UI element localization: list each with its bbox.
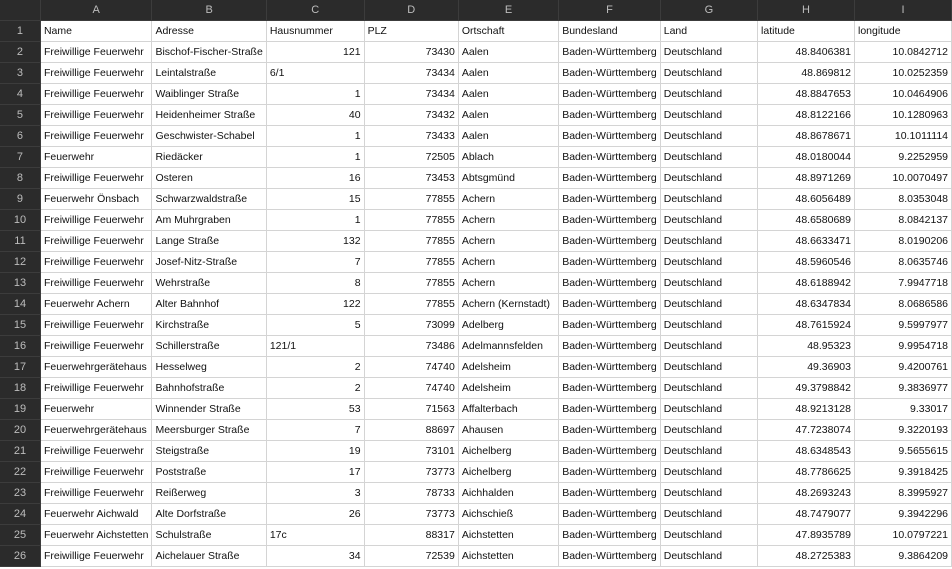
cell[interactable]: Abtsgmünd (458, 168, 558, 189)
cell[interactable]: Deutschland (660, 42, 757, 63)
cell[interactable]: 48.7786625 (758, 462, 855, 483)
cell[interactable]: Geschwister-Schabel (152, 126, 266, 147)
cell[interactable]: Heidenheimer Straße (152, 105, 266, 126)
column-header-b[interactable]: B (152, 0, 266, 21)
row-header[interactable]: 9 (0, 189, 40, 210)
row-header[interactable]: 21 (0, 441, 40, 462)
cell[interactable]: 53 (266, 399, 364, 420)
cell[interactable]: Deutschland (660, 441, 757, 462)
table-row (0, 105, 952, 126)
cell[interactable]: 73434 (364, 84, 458, 105)
cell[interactable]: 9.5997977 (854, 315, 951, 336)
cell[interactable]: 10.1280963 (854, 105, 951, 126)
cell[interactable]: Deutschland (660, 462, 757, 483)
cell[interactable]: 73773 (364, 504, 458, 525)
table-row (0, 252, 952, 273)
cell[interactable]: 2 (266, 357, 364, 378)
cell[interactable]: 47.8935789 (758, 525, 855, 546)
cell[interactable]: 49.36903 (758, 357, 855, 378)
cell[interactable]: Baden-Württemberg (559, 147, 661, 168)
table-row (0, 147, 952, 168)
cell[interactable]: Baden-Württemberg (559, 63, 661, 84)
table-row (0, 504, 952, 525)
cell[interactable]: 10.0252359 (854, 63, 951, 84)
cell[interactable]: Bahnhofstraße (152, 378, 266, 399)
row-header[interactable]: 11 (0, 231, 40, 252)
cell[interactable]: Baden-Württemberg (559, 42, 661, 63)
row-header[interactable]: 5 (0, 105, 40, 126)
table-row (0, 462, 952, 483)
cell[interactable]: 7 (266, 252, 364, 273)
cell[interactable]: 9.4200761 (854, 357, 951, 378)
cell[interactable]: Adelsheim (458, 357, 558, 378)
cell[interactable]: 1 (266, 210, 364, 231)
cell[interactable]: 48.8406381 (758, 42, 855, 63)
cell[interactable]: 121/1 (266, 336, 364, 357)
cell[interactable]: Baden-Württemberg (559, 231, 661, 252)
cell[interactable]: Freiwillige Feuerwehr (40, 210, 151, 231)
cell[interactable]: Feuerwehr (40, 399, 151, 420)
cell[interactable]: Freiwillige Feuerwehr (40, 483, 151, 504)
cell[interactable]: 48.6633471 (758, 231, 855, 252)
cell[interactable]: Feuerwehr Aichwald (40, 504, 151, 525)
cell[interactable]: 1 (266, 126, 364, 147)
cell[interactable]: 9.5655615 (854, 441, 951, 462)
row-header[interactable]: 20 (0, 420, 40, 441)
cell[interactable]: Alte Dorfstraße (152, 504, 266, 525)
cell[interactable]: 48.6580689 (758, 210, 855, 231)
table-row (0, 294, 952, 315)
cell[interactable]: 77855 (364, 231, 458, 252)
cell[interactable]: 121 (266, 42, 364, 63)
column-header-g[interactable]: G (660, 0, 757, 21)
cell[interactable]: 8.0353048 (854, 189, 951, 210)
cell[interactable]: 26 (266, 504, 364, 525)
cell[interactable]: Freiwillige Feuerwehr (40, 441, 151, 462)
cell[interactable]: 48.8971269 (758, 168, 855, 189)
cell[interactable]: Adelsheim (458, 378, 558, 399)
cell[interactable]: 73101 (364, 441, 458, 462)
row-header[interactable]: 13 (0, 273, 40, 294)
cell[interactable]: Aichhalden (458, 483, 558, 504)
cell[interactable]: Freiwillige Feuerwehr (40, 231, 151, 252)
cell[interactable]: Aalen (458, 126, 558, 147)
cell[interactable]: Aalen (458, 84, 558, 105)
column-header-a[interactable]: A (40, 0, 151, 21)
cell[interactable]: 77855 (364, 189, 458, 210)
cell[interactable]: Freiwillige Feuerwehr (40, 168, 151, 189)
cell[interactable]: Deutschland (660, 168, 757, 189)
cell[interactable]: 132 (266, 231, 364, 252)
cell[interactable]: 77855 (364, 252, 458, 273)
cell[interactable]: 15 (266, 189, 364, 210)
column-header-row (0, 0, 952, 21)
row-header[interactable]: 16 (0, 336, 40, 357)
cell[interactable]: Deutschland (660, 126, 757, 147)
cell[interactable]: Adelmannsfelden (458, 336, 558, 357)
cell[interactable]: 48.95323 (758, 336, 855, 357)
cell[interactable]: 1 (266, 84, 364, 105)
cell[interactable]: Aichelauer Straße (152, 546, 266, 567)
cell[interactable]: Deutschland (660, 315, 757, 336)
cell[interactable]: 48.6056489 (758, 189, 855, 210)
cell[interactable]: Achern (458, 231, 558, 252)
cell[interactable]: 8.0842137 (854, 210, 951, 231)
cell[interactable]: 48.8122166 (758, 105, 855, 126)
cell[interactable]: Hausnummer (266, 21, 364, 42)
cell[interactable]: Deutschland (660, 273, 757, 294)
cell[interactable]: 10.0464906 (854, 84, 951, 105)
cell[interactable]: Wehrstraße (152, 273, 266, 294)
table-row (0, 273, 952, 294)
cell[interactable]: Bundesland (559, 21, 661, 42)
cell[interactable]: Land (660, 21, 757, 42)
cell[interactable]: Freiwillige Feuerwehr (40, 252, 151, 273)
cell[interactable]: Waiblinger Straße (152, 84, 266, 105)
table-row (0, 126, 952, 147)
cell[interactable]: 8.0686586 (854, 294, 951, 315)
row-header[interactable]: 12 (0, 252, 40, 273)
cell[interactable]: 48.2693243 (758, 483, 855, 504)
cell[interactable]: 17 (266, 462, 364, 483)
cell[interactable]: Baden-Württemberg (559, 441, 661, 462)
cell[interactable]: Baden-Württemberg (559, 525, 661, 546)
cell[interactable]: 8.0635746 (854, 252, 951, 273)
cell[interactable]: Baden-Württemberg (559, 420, 661, 441)
cell[interactable]: Aichschieß (458, 504, 558, 525)
column-header-e[interactable]: E (458, 0, 558, 21)
column-header-c[interactable]: C (266, 0, 364, 21)
cell[interactable]: 73486 (364, 336, 458, 357)
cell[interactable]: Deutschland (660, 504, 757, 525)
table-row (0, 441, 952, 462)
row-header[interactable]: 7 (0, 147, 40, 168)
cell[interactable]: Deutschland (660, 420, 757, 441)
cell[interactable]: 47.7238074 (758, 420, 855, 441)
cell[interactable]: latitude (758, 21, 855, 42)
cell[interactable]: Aichelberg (458, 441, 558, 462)
cell[interactable]: 8.0190206 (854, 231, 951, 252)
cell[interactable]: Freiwillige Feuerwehr (40, 336, 151, 357)
cell[interactable]: Feuerwehrgerätehaus (40, 420, 151, 441)
cell[interactable]: Baden-Württemberg (559, 315, 661, 336)
cell[interactable]: 78733 (364, 483, 458, 504)
cell[interactable]: Achern (Kernstadt) (458, 294, 558, 315)
cell[interactable]: Baden-Württemberg (559, 357, 661, 378)
cell[interactable]: 48.6188942 (758, 273, 855, 294)
cell[interactable]: Aichelberg (458, 462, 558, 483)
cell[interactable]: Achern (458, 273, 558, 294)
cell[interactable]: Baden-Württemberg (559, 84, 661, 105)
cell[interactable]: Schillerstraße (152, 336, 266, 357)
cell[interactable]: Feuerwehr Achern (40, 294, 151, 315)
cell[interactable]: 16 (266, 168, 364, 189)
cell[interactable]: Schwarzwaldstraße (152, 189, 266, 210)
table-row (0, 84, 952, 105)
cell[interactable]: Freiwillige Feuerwehr (40, 315, 151, 336)
cell[interactable]: Freiwillige Feuerwehr (40, 84, 151, 105)
cell[interactable]: Freiwillige Feuerwehr (40, 378, 151, 399)
cell[interactable]: Achern (458, 252, 558, 273)
table-row (0, 525, 952, 546)
cell[interactable]: 48.6348543 (758, 441, 855, 462)
cell[interactable]: Deutschland (660, 105, 757, 126)
cell[interactable]: Baden-Württemberg (559, 105, 661, 126)
cell[interactable]: Freiwillige Feuerwehr (40, 546, 151, 567)
column-header-f[interactable]: F (559, 0, 661, 21)
row-header[interactable]: 22 (0, 462, 40, 483)
cell[interactable]: Reißerweg (152, 483, 266, 504)
cell[interactable]: 34 (266, 546, 364, 567)
cell[interactable]: Deutschland (660, 546, 757, 567)
cell[interactable]: Baden-Württemberg (559, 399, 661, 420)
cell[interactable]: 9.3918425 (854, 462, 951, 483)
cell[interactable]: Adresse (152, 21, 266, 42)
cell[interactable]: 10.0070497 (854, 168, 951, 189)
cell[interactable]: Baden-Württemberg (559, 126, 661, 147)
table-row (0, 21, 952, 42)
cell[interactable]: 9.3220193 (854, 420, 951, 441)
cell[interactable]: Freiwillige Feuerwehr (40, 63, 151, 84)
cell[interactable]: Feuerwehr Önsbach (40, 189, 151, 210)
cell[interactable]: 40 (266, 105, 364, 126)
cell[interactable]: 7 (266, 420, 364, 441)
row-header[interactable]: 25 (0, 525, 40, 546)
cell[interactable]: PLZ (364, 21, 458, 42)
cell[interactable]: Deutschland (660, 378, 757, 399)
cell[interactable]: Baden-Württemberg (559, 210, 661, 231)
table-row (0, 399, 952, 420)
table-row (0, 483, 952, 504)
cell[interactable]: Name (40, 21, 151, 42)
cell[interactable]: Ablach (458, 147, 558, 168)
table-row (0, 210, 952, 231)
cell[interactable]: 74740 (364, 378, 458, 399)
cell[interactable]: 122 (266, 294, 364, 315)
row-header[interactable]: 15 (0, 315, 40, 336)
cell[interactable]: 9.3836977 (854, 378, 951, 399)
cell[interactable]: 88317 (364, 525, 458, 546)
cell[interactable]: Hesselweg (152, 357, 266, 378)
table-row (0, 420, 952, 441)
row-header[interactable]: 10 (0, 210, 40, 231)
cell[interactable]: 73434 (364, 63, 458, 84)
row-header[interactable]: 18 (0, 378, 40, 399)
table-row (0, 189, 952, 210)
cell[interactable]: Baden-Württemberg (559, 546, 661, 567)
cell[interactable]: Alter Bahnhof (152, 294, 266, 315)
cell[interactable]: Deutschland (660, 525, 757, 546)
cell[interactable]: 9.2252959 (854, 147, 951, 168)
cell[interactable]: 7.9947718 (854, 273, 951, 294)
cell[interactable]: 73099 (364, 315, 458, 336)
cell[interactable]: Freiwillige Feuerwehr (40, 105, 151, 126)
cell[interactable]: 48.7615924 (758, 315, 855, 336)
cell[interactable]: Deutschland (660, 294, 757, 315)
cell[interactable]: 19 (266, 441, 364, 462)
cell[interactable]: Baden-Württemberg (559, 189, 661, 210)
cell[interactable]: Osteren (152, 168, 266, 189)
cell[interactable]: Freiwillige Feuerwehr (40, 273, 151, 294)
cell[interactable]: 73430 (364, 42, 458, 63)
cell[interactable]: 72505 (364, 147, 458, 168)
row-header[interactable]: 1 (0, 21, 40, 42)
row-header[interactable]: 19 (0, 399, 40, 420)
cell[interactable]: 8 (266, 273, 364, 294)
cell[interactable]: Baden-Württemberg (559, 294, 661, 315)
cell[interactable]: Baden-Württemberg (559, 336, 661, 357)
cell[interactable]: Freiwillige Feuerwehr (40, 42, 151, 63)
cell[interactable]: Ahausen (458, 420, 558, 441)
cell[interactable]: Achern (458, 210, 558, 231)
cell[interactable]: 2 (266, 378, 364, 399)
table-row (0, 231, 952, 252)
cell[interactable]: Deutschland (660, 189, 757, 210)
cell[interactable]: 77855 (364, 273, 458, 294)
row-header[interactable]: 17 (0, 357, 40, 378)
cell[interactable]: Baden-Württemberg (559, 378, 661, 399)
cell[interactable]: 48.869812 (758, 63, 855, 84)
column-header-i[interactable]: I (854, 0, 951, 21)
cell[interactable]: Aalen (458, 63, 558, 84)
cell[interactable]: Riedäcker (152, 147, 266, 168)
cell[interactable]: Baden-Württemberg (559, 273, 661, 294)
cell[interactable]: Deutschland (660, 210, 757, 231)
cell[interactable]: Deutschland (660, 357, 757, 378)
table-row (0, 336, 952, 357)
row-header[interactable]: 24 (0, 504, 40, 525)
cell[interactable]: Leintalstraße (152, 63, 266, 84)
cell[interactable]: Schulstraße (152, 525, 266, 546)
cell[interactable]: 9.9954718 (854, 336, 951, 357)
row-header[interactable]: 23 (0, 483, 40, 504)
cell[interactable]: 48.7479077 (758, 504, 855, 525)
cell[interactable]: Deutschland (660, 84, 757, 105)
cell[interactable]: Deutschland (660, 231, 757, 252)
cell[interactable]: 8.3995927 (854, 483, 951, 504)
cell[interactable]: 48.0180044 (758, 147, 855, 168)
cell[interactable]: Freiwillige Feuerwehr (40, 126, 151, 147)
cell[interactable]: Deutschland (660, 147, 757, 168)
row-header[interactable]: 2 (0, 42, 40, 63)
row-header[interactable]: 8 (0, 168, 40, 189)
cell[interactable]: 1 (266, 147, 364, 168)
cell[interactable]: 49.3798842 (758, 378, 855, 399)
cell[interactable]: 9.3942296 (854, 504, 951, 525)
cell[interactable]: longitude (854, 21, 951, 42)
row-header[interactable]: 4 (0, 84, 40, 105)
cell[interactable]: Josef-Nitz-Straße (152, 252, 266, 273)
cell[interactable]: 6/1 (266, 63, 364, 84)
cell[interactable]: Freiwillige Feuerwehr (40, 462, 151, 483)
cell[interactable]: 77855 (364, 210, 458, 231)
cell[interactable]: Baden-Württemberg (559, 168, 661, 189)
column-header-h[interactable]: H (758, 0, 855, 21)
cell[interactable]: 10.1011114 (854, 126, 951, 147)
cell[interactable]: 9.3864209 (854, 546, 951, 567)
sheet-body (0, 21, 952, 567)
cell[interactable]: Adelberg (458, 315, 558, 336)
cell[interactable]: 48.9213128 (758, 399, 855, 420)
cell[interactable]: Aalen (458, 105, 558, 126)
row-header[interactable]: 6 (0, 126, 40, 147)
table-row (0, 168, 952, 189)
cell[interactable]: Feuerwehr Aichstetten (40, 525, 151, 546)
cell[interactable]: Ortschaft (458, 21, 558, 42)
table-row (0, 546, 952, 567)
table-row (0, 378, 952, 399)
cell[interactable]: 77855 (364, 294, 458, 315)
cell[interactable]: Deutschland (660, 399, 757, 420)
cell[interactable]: Kirchstraße (152, 315, 266, 336)
cell[interactable]: Deutschland (660, 63, 757, 84)
cell[interactable]: 73432 (364, 105, 458, 126)
cell[interactable]: 10.0797221 (854, 525, 951, 546)
cell[interactable]: Baden-Württemberg (559, 462, 661, 483)
column-header-d[interactable]: D (364, 0, 458, 21)
table-row (0, 42, 952, 63)
cell[interactable]: Feuerwehrgerätehaus (40, 357, 151, 378)
cell[interactable]: 5 (266, 315, 364, 336)
cell[interactable]: 48.8847653 (758, 84, 855, 105)
cell[interactable]: Bischof-Fischer-Straße (152, 42, 266, 63)
cell[interactable]: 73433 (364, 126, 458, 147)
table-row (0, 63, 952, 84)
cell[interactable]: 48.6347834 (758, 294, 855, 315)
table-row (0, 357, 952, 378)
cell[interactable]: 48.8678671 (758, 126, 855, 147)
cell[interactable]: 10.0842712 (854, 42, 951, 63)
cell[interactable]: Affalterbach (458, 399, 558, 420)
cell[interactable]: Lange Straße (152, 231, 266, 252)
cell[interactable]: 72539 (364, 546, 458, 567)
cell[interactable]: 73453 (364, 168, 458, 189)
cell[interactable]: Aichstetten (458, 546, 558, 567)
cell[interactable]: Meersburger Straße (152, 420, 266, 441)
cell[interactable]: 48.5960546 (758, 252, 855, 273)
cell[interactable]: 88697 (364, 420, 458, 441)
cell[interactable]: 74740 (364, 357, 458, 378)
cell[interactable]: Winnender Straße (152, 399, 266, 420)
cell[interactable]: Am Muhrgraben (152, 210, 266, 231)
cell[interactable]: 17c (266, 525, 364, 546)
cell[interactable]: Deutschland (660, 483, 757, 504)
row-header[interactable]: 3 (0, 63, 40, 84)
cell[interactable]: Feuerwehr (40, 147, 151, 168)
cell[interactable]: 71563 (364, 399, 458, 420)
cell[interactable]: Baden-Württemberg (559, 483, 661, 504)
cell[interactable]: Steigstraße (152, 441, 266, 462)
cell[interactable]: 3 (266, 483, 364, 504)
select-all-corner[interactable] (0, 0, 40, 21)
cell[interactable]: Baden-Württemberg (559, 504, 661, 525)
row-header[interactable]: 26 (0, 546, 40, 567)
table-row (0, 315, 952, 336)
cell[interactable]: 48.2725383 (758, 546, 855, 567)
cell[interactable]: Deutschland (660, 336, 757, 357)
row-header[interactable]: 14 (0, 294, 40, 315)
cell[interactable]: Deutschland (660, 252, 757, 273)
cell[interactable]: Aichstetten (458, 525, 558, 546)
cell[interactable]: Achern (458, 189, 558, 210)
cell[interactable]: Aalen (458, 42, 558, 63)
cell[interactable]: 9.33017 (854, 399, 951, 420)
cell[interactable]: Poststraße (152, 462, 266, 483)
cell[interactable]: Baden-Württemberg (559, 252, 661, 273)
cell[interactable]: 73773 (364, 462, 458, 483)
